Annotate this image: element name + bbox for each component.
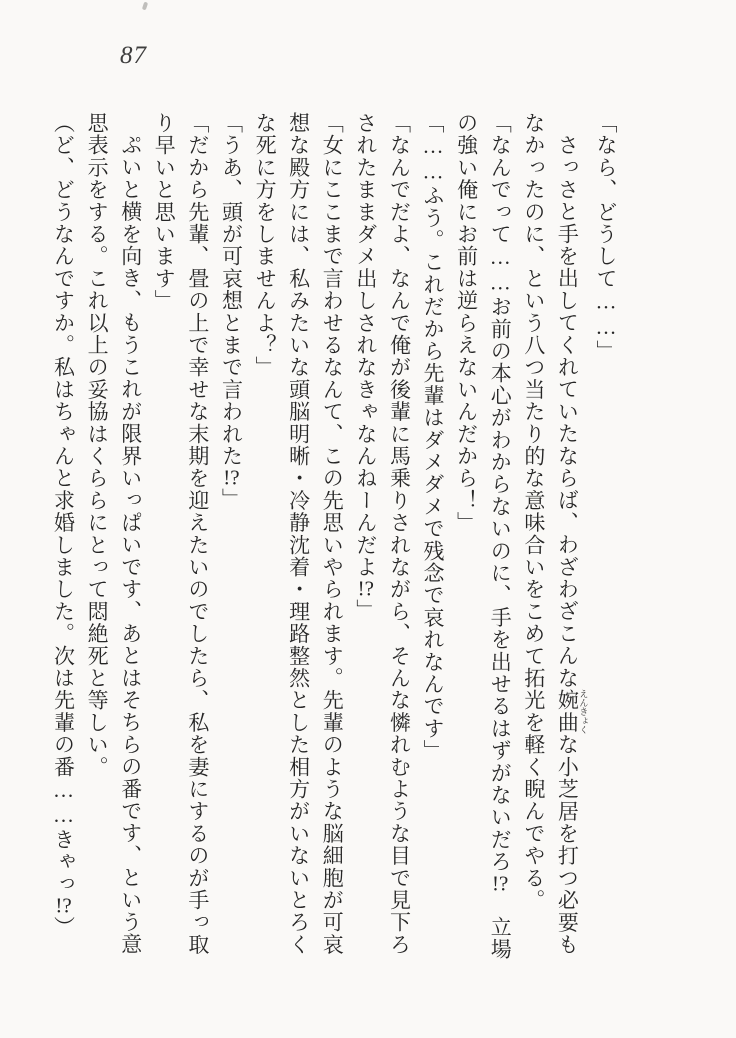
text-block xyxy=(46,112,622,964)
text-column: されたままダメ出しされなきゃなんねーんだよ!?」 xyxy=(353,112,378,622)
text-column: り早いと思います」 xyxy=(152,112,177,312)
text-column: さっさと手を出してくれていたならば、わざわざこんな婉曲 えんきょくな小芝居を打つ必要も xyxy=(555,134,589,956)
text-column: 「だから先輩、畳の上で幸せな末期を迎えたいのでしたら、私を妻にするのが手っ取 xyxy=(185,112,210,956)
text-column: 想な殿方には、私みたいな頭脳明晰・冷静沈着・理路整然とした相方がいないとろく xyxy=(286,112,311,956)
furigana-ruby: 婉曲 えんきょく xyxy=(555,688,589,734)
text-column: 「なんでだよ、なんで俺が後輩に馬乗りされながら、そんな憐れむような目で見下ろ xyxy=(387,112,412,956)
tate-chu-yoko: !? xyxy=(223,467,240,489)
text-column: 「うあ、頭が可哀想とまで言われた!?」 xyxy=(219,112,244,511)
scan-artifact xyxy=(142,2,148,11)
text-column: なかったのに、という八つ当たり的な意味合いをこめて拓光を軽く睨んでやる。 xyxy=(521,112,546,912)
text-column: 思表示をする。これ以上の妥協はくららにとって悶絶死と等しい。 xyxy=(85,112,110,778)
text-column: （ど、どうなんですか。私はちゃんと求婚しました。次は先輩の番……きゃっ!?） xyxy=(51,112,76,939)
tate-chu-yoko: !? xyxy=(357,578,374,600)
page-number: 87 xyxy=(120,42,147,69)
text-column: ぷいと横を向き、もうこれが限界いっぱいです、あとはそちらの番です、という意 xyxy=(118,134,143,956)
text-column: の強い俺にお前は逆らえないんだから！」 xyxy=(454,112,479,534)
text-column: 「なんでって……お前の本心がわからないのに、手を出せるはずがないだろ!? 立場 xyxy=(488,112,513,961)
text-column: 「女にここまで言わせるなんて、この先思いやられます。先輩のような脳細胞が可哀 xyxy=(320,112,345,956)
text-column: 「……ふう。これだから先輩はダメダメで残念で哀れなんです」 xyxy=(421,112,446,762)
tate-chu-yoko: !? xyxy=(492,872,509,894)
text-column: な死に方をしませんよ？」 xyxy=(253,112,278,379)
text-column: 「なら、どうして……」 xyxy=(594,112,618,363)
tate-chu-yoko: !? xyxy=(55,895,72,916)
